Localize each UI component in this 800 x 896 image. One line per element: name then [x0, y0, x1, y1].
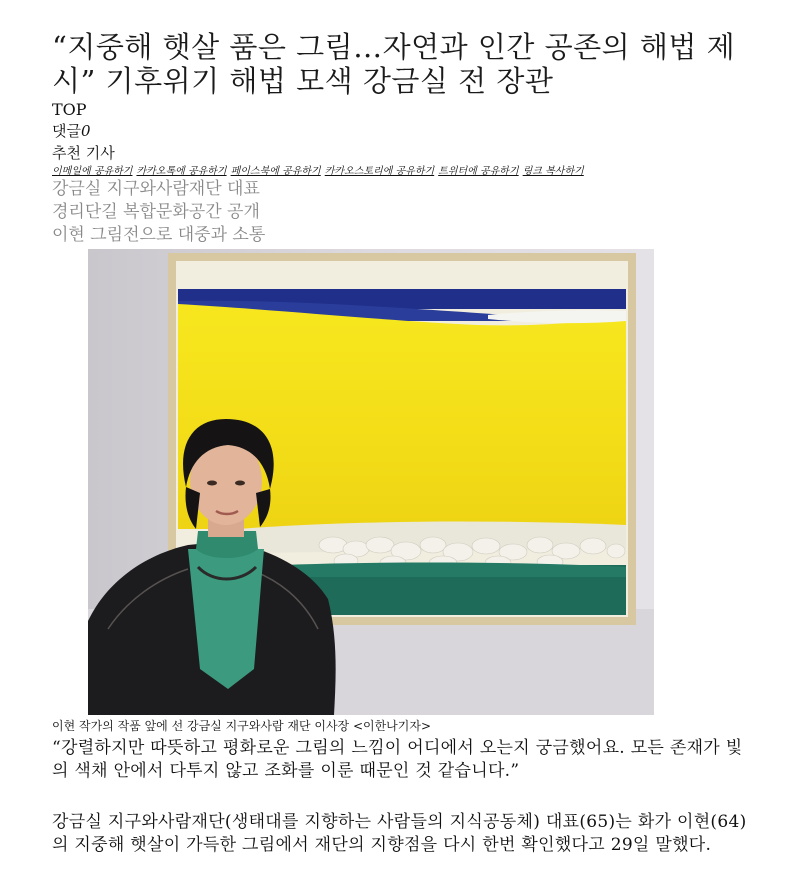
photo-caption: 이현 작가의 작품 앞에 선 강금실 지구와사람 재단 이사장 <이한나기자>: [52, 719, 432, 733]
comments-link[interactable]: [52, 121, 91, 141]
share-facebook-link[interactable]: 페이스북에 공유하기: [230, 166, 321, 177]
comments-count: 0: [80, 122, 91, 140]
subheadlines: [52, 178, 265, 247]
comments-label: 댓글: [52, 122, 81, 140]
share-twitter-link[interactable]: 트위터에 공유하기: [438, 166, 519, 177]
article-quote: “강렬하지만 따뜻하고 평화로운 그림의 느낌이 어디에서 오는지 궁금했어요. 모든 존재가 빛의 색채 안에서 다투지 않고 조화를 이룬 때문인 것 같습니다.”: [52, 738, 743, 781]
article-title: “지중해 햇살 품은 그림…자연과 인간 공존의 해법 제시” 기후위기 해법 모색 강금실 전 장관: [52, 30, 736, 98]
share-kakaotalk-link[interactable]: 카카오톡에 공유하기: [136, 166, 227, 177]
article-body: 강금실 지구와사람재단(생태대를 지향하는 사람들의 지식공동체) 대표(65)는 화가 이현(64)의 지중해 햇살이 가득한 그림에서 재단의 지향점을 다시 한번 확인했다고 29일 말했다.: [52, 812, 747, 855]
share-email-link[interactable]: 이메일에 공유하기: [52, 166, 133, 177]
article-photo: [88, 249, 654, 715]
subheadline: 경리단길 복합문화공간 공개: [52, 202, 260, 222]
copy-link[interactable]: 링크 복사하기: [522, 166, 584, 177]
share-kakaostory-link[interactable]: 카카오스토리에 공유하기: [324, 166, 435, 177]
share-links: [52, 165, 588, 178]
recommend-articles-link[interactable]: 추천 기사: [52, 144, 115, 162]
subheadline: 이현 그림전으로 대중과 소통: [52, 225, 266, 245]
subheadline: 강금실 지구와사람재단 대표: [52, 179, 260, 199]
top-link[interactable]: TOP: [52, 100, 87, 119]
